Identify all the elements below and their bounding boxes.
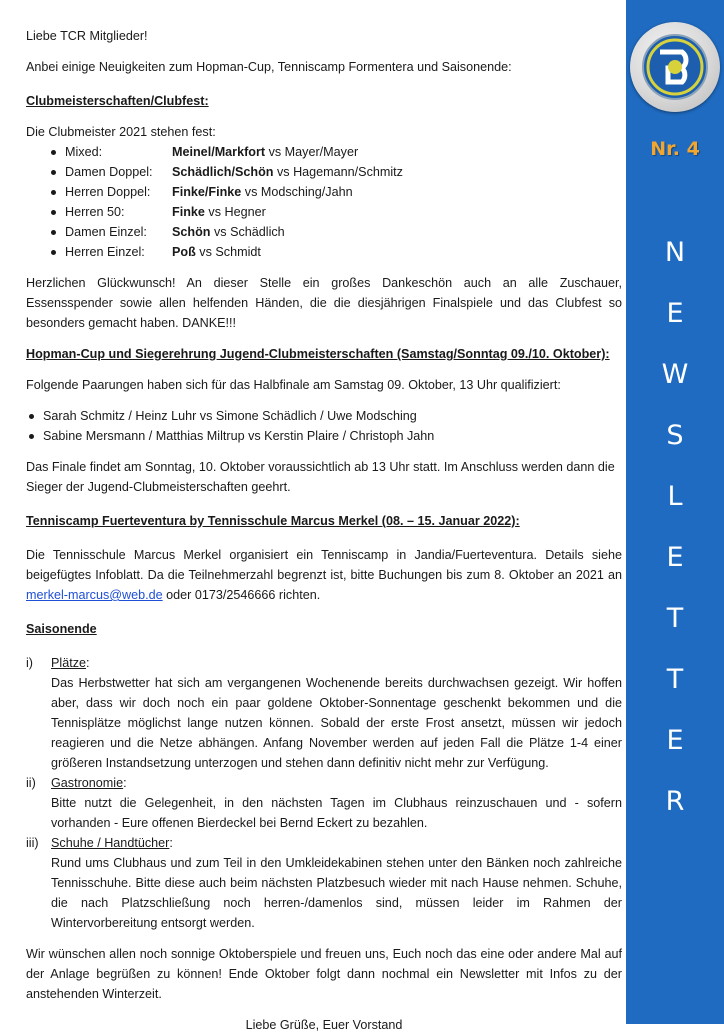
issue-number: Nr. 4 [650, 138, 700, 160]
title-letter: L [667, 481, 683, 512]
item-title: Plätze [51, 656, 87, 670]
congrats-text: Herzlichen Glückwunsch! An dieser Stelle ein großes Dankeschön auch an alle Zuschauer, Essensspender sowie allen helfenden Händen, die die diesjährigen Finalspiele und das Clubfest so besonders gemacht haben. DANKE!!! [26, 276, 622, 330]
champions-list [26, 142, 622, 262]
season-item-plaetze: i) Plätze: Das Herbstwetter hat sich am vergangenen Wochenende bereits durchwachsen gezeigt. Wir hoffen aber, dass wir doch noch ein paar goldene Oktober-Sonnentage geschenkt bekommen und die Tennisplätze möglichst lange nutzen können. Sobald der erste Frost ansetzt, müssen wir jedoch reagieren und die Netze abhängen. Anfang November werden auf jeden Fall die Plätze 1-4 einer größeren Instandsetzung unterzogen und stehen dann definitiv nicht mehr zur Verfügung. [26, 653, 622, 773]
opponent: vs Schädlich [210, 225, 285, 239]
list-item [51, 162, 622, 182]
item-title: Schuhe / Handtücher [51, 836, 170, 850]
title-letter: E [666, 542, 684, 573]
list-item [51, 142, 622, 162]
title-letter: T [666, 603, 684, 634]
opponent: vs Mayer/Mayer [265, 145, 359, 159]
opponent: vs Hegner [204, 205, 266, 219]
newsletter-body [26, 26, 622, 1035]
hopman-heading: Hopman-Cup und Siegerehrung Jugend-Clubmeisterschaften (Samstag/Sonntag 09./10. Oktober): [26, 347, 610, 361]
category: Herren Einzel: [65, 245, 145, 259]
list-item [51, 202, 622, 222]
signature: Liebe Grüße, Euer Vorstand [245, 1018, 403, 1032]
item-title: Gastronomie [51, 776, 124, 790]
category: Herren 50: [65, 205, 125, 219]
winner: Finke [172, 205, 205, 219]
list-item [51, 182, 622, 202]
list-item: Sabine Mersmann / Matthias Miltrup vs Kerstin Plaire / Christoph Jahn [29, 426, 622, 446]
greeting: Liebe TCR Mitglieder! [26, 29, 148, 43]
winner: Schön [172, 225, 211, 239]
title-letter: E [666, 298, 684, 329]
category: Mixed: [65, 145, 103, 159]
opponent: vs Hagemann/Schmitz [273, 165, 403, 179]
club-heading: Clubmeisterschaften/Clubfest: [26, 94, 209, 108]
intro: Anbei einige Neuigkeiten zum Hopman-Cup, Tenniscamp Formentera und Saisonende: [26, 60, 512, 74]
list-item [51, 222, 622, 242]
season-heading: Saisonende [26, 622, 97, 636]
item-text: Bitte nutzt die Gelegenheit, in den nächsten Tagen im Clubhaus reinzuschauen und - sofern vorhanden - Eure offenen Bierdeckel bei Bernd Eckert zu bezahlen. [51, 796, 622, 830]
title-letter: T [666, 664, 684, 695]
category: Damen Doppel: [65, 165, 153, 179]
closing-text: Wir wünschen allen noch sonnige Oktoberspiele und freuen uns, Euch noch das eine oder andere Mal auf der Anlage begrüßen zu können! Ende Oktober folgt dann nochmal ein Newsletter mit Infos zu der anstehenden Winterzeit. [26, 947, 622, 1001]
title-letter: S [666, 420, 684, 451]
final-text: Das Finale findet am Sonntag, 10. Oktober voraussichtlich ab 13 Uhr statt. Im Anschluss werden dann die Sieger der Jugend-Clubmeisterschaften geehrt. [26, 460, 615, 494]
season-item-gastronomie: ii) Gastronomie: Bitte nutzt die Gelegenheit, in den nächsten Tagen im Clubhaus reinzuschauen und - sofern vorhanden - Eure offenen Bierdeckel bei Bernd Eckert zu bezahlen. [26, 773, 622, 833]
winner: Finke/Finke [172, 185, 242, 199]
camp-heading: Tenniscamp Fuerteventura by Tennisschule Marcus Merkel (08. – 15. Januar 2022): [26, 514, 520, 528]
title-letter: N [664, 237, 686, 268]
email-link[interactable]: merkel-marcus@web.de [26, 588, 163, 602]
winner: Meinel/Markfort [172, 145, 266, 159]
club-lead: Die Clubmeister 2021 stehen fest: [26, 125, 216, 139]
title-letter: R [665, 786, 685, 817]
season-item-schuhe: iii) Schuhe / Handtücher: Rund ums Clubhaus und zum Teil in den Umkleidekabinen stehen unter den Bänken noch zahlreiche Tennisschuhe. Bitte diese auch beim nächsten Platzbesuch wieder mit nach Hause nehmen. Schuhe, die nach Platzschließung noch herren-/damenlos sind, müssen leider im Rahmen der Wintervorbereitung entsorgt werden. [26, 833, 622, 933]
winner: Poß [172, 245, 196, 259]
pairings-list [26, 406, 622, 446]
hopman-lead: Folgende Paarungen haben sich für das Halbfinale am Samstag 09. Oktober, 13 Uhr qualifiziert: [26, 378, 561, 392]
category: Herren Doppel: [65, 185, 151, 199]
opponent: vs Modsching/Jahn [241, 185, 353, 199]
category: Damen Einzel: [65, 225, 147, 239]
club-logo-icon [630, 22, 720, 112]
item-text: Das Herbstwetter hat sich am vergangenen Wochenende bereits durchwachsen gezeigt. Wir hoffen aber, dass wir doch noch ein paar goldene Oktober-Sonnentage geschenkt bekommen und die Tennisplätze möglichst lange nutzen können. Sobald der erste Frost ansetzt, müssen wir jedoch reagieren und die Netze abhängen. Anfang November werden auf jeden Fall die Plätze 1-4 einer größeren Instandsetzung unterzogen und stehen dann definitiv nicht mehr zur Verfügung. [51, 676, 622, 770]
list-item: Sarah Schmitz / Heinz Luhr vs Simone Schädlich / Uwe Modsching [29, 406, 622, 426]
winner: Schädlich/Schön [172, 165, 274, 179]
opponent: vs Schmidt [195, 245, 261, 259]
camp-text: Die Tennisschule Marcus Merkel organisiert ein Tenniscamp in Jandia/Fuerteventura. Details siehe beigefügtes Infoblatt. Da die Teilnehmerzahl begrenzt ist, bitte Buchungen bis zum 8. Oktober an 2021 an merkel-marcus@web.de oder 0173/2546666 richten. [26, 548, 622, 602]
title-letter: W [661, 359, 689, 390]
list-item [51, 242, 622, 262]
newsletter-vertical-title [626, 222, 724, 832]
title-letter: E [666, 725, 684, 756]
item-text: Rund ums Clubhaus und zum Teil in den Umkleidekabinen stehen unter den Bänken noch zahlreiche Tennisschuhe. Bitte diese auch beim nächsten Platzbesuch wieder mit nach Hause nehmen. Schuhe, die nach Platzschließung noch herren-/damenlos sind, müssen leider im Rahmen der Wintervorbereitung entsorgt werden. [51, 856, 622, 930]
